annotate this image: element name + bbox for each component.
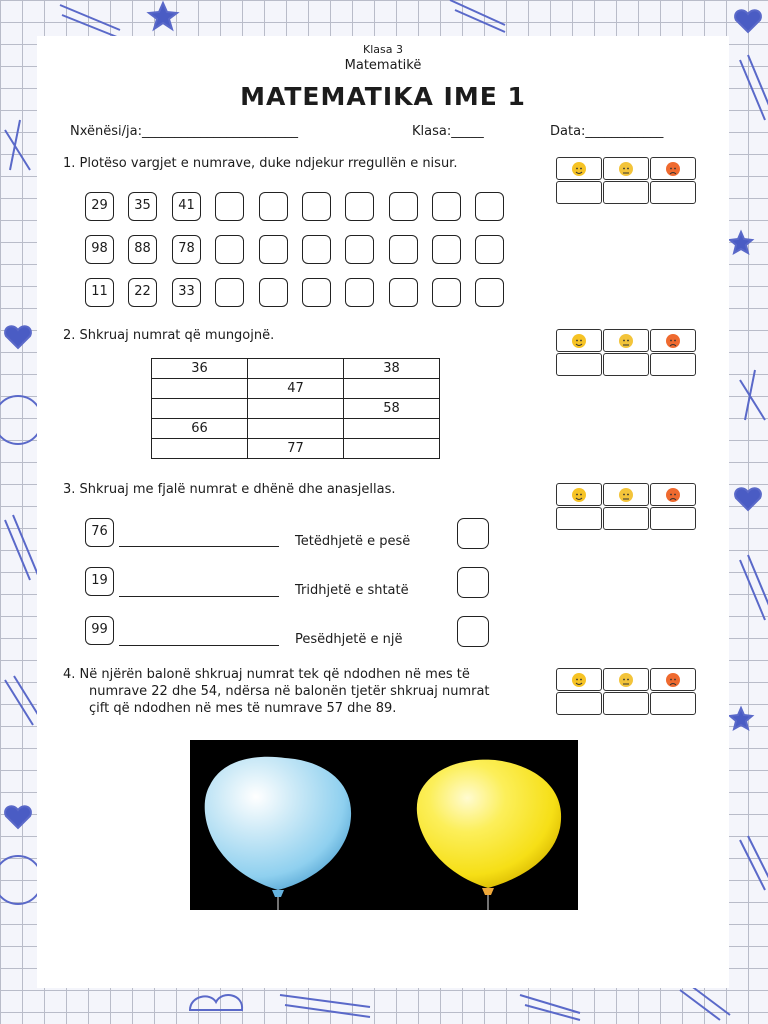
answer-number-box[interactable] xyxy=(259,192,288,221)
answer-number-box[interactable] xyxy=(432,192,461,221)
sad-face-icon xyxy=(666,334,680,348)
rating-face-cell[interactable] xyxy=(650,157,696,180)
table-cell-blank[interactable] xyxy=(152,399,248,419)
answer-number-box[interactable] xyxy=(259,278,288,307)
answer-number-box[interactable] xyxy=(432,278,461,307)
globe-icon xyxy=(0,396,42,444)
neutral-face-icon xyxy=(619,488,633,502)
given-number-box: 22 xyxy=(128,278,157,307)
scissors-icon xyxy=(740,370,765,420)
table-cell-given: 36 xyxy=(152,359,248,379)
rating-check-cell[interactable] xyxy=(603,181,649,204)
rating-face-cell[interactable] xyxy=(603,483,649,506)
given-number-box: 78 xyxy=(172,235,201,264)
book-icon xyxy=(280,995,370,1017)
number-box-99: 99 xyxy=(85,616,114,645)
rating-check-cell[interactable] xyxy=(603,507,649,530)
sad-face-icon xyxy=(666,488,680,502)
answer-number-box[interactable] xyxy=(215,278,244,307)
rating-face-cell[interactable] xyxy=(603,668,649,691)
answer-number-box[interactable] xyxy=(389,235,418,264)
table-row xyxy=(152,399,440,419)
answer-number-box[interactable] xyxy=(389,278,418,307)
given-number-box: 11 xyxy=(85,278,114,307)
given-number-box: 88 xyxy=(128,235,157,264)
answer-number-box[interactable] xyxy=(215,235,244,264)
heart-icon xyxy=(735,488,761,510)
answer-number-box[interactable] xyxy=(302,192,331,221)
rating-face-cell[interactable] xyxy=(650,668,696,691)
rating-face-cell[interactable] xyxy=(603,329,649,352)
rating-face-cell[interactable] xyxy=(650,483,696,506)
rating-face-cell[interactable] xyxy=(603,157,649,180)
given-number-box: 98 xyxy=(85,235,114,264)
ruler-icon xyxy=(740,55,768,120)
ruler-icon xyxy=(5,515,38,580)
grade-label: Klasa 3 xyxy=(363,43,403,56)
neutral-face-icon xyxy=(619,162,633,176)
student-name-field[interactable]: Nxënësi/ja:________________________ xyxy=(70,124,298,139)
rating-check-cell[interactable] xyxy=(603,353,649,376)
ruler-icon xyxy=(740,555,768,620)
page-title: MATEMATIKA IME 1 xyxy=(240,82,526,111)
neutral-face-icon xyxy=(619,673,633,687)
table-row xyxy=(152,419,440,439)
happy-face-icon xyxy=(572,162,586,176)
question-3-text: 3. Shkruaj me fjalë numrat e dhënë dhe anasjellas. xyxy=(63,482,396,497)
neutral-face-icon xyxy=(619,334,633,348)
cloud-icon xyxy=(190,995,242,1010)
heart-icon xyxy=(5,806,31,828)
answer-number-box[interactable] xyxy=(432,235,461,264)
worksheet xyxy=(37,36,729,988)
rating-check-cell[interactable] xyxy=(556,507,602,530)
rating-check-cell[interactable] xyxy=(556,692,602,715)
question-4-text: 4. Në njërën balonë shkruaj numrat tek që ndodhen në mes të xyxy=(63,667,470,682)
table-row xyxy=(152,439,440,459)
self-assessment-q2 xyxy=(556,329,696,376)
number-words: Tetëdhjetë e pesë xyxy=(295,534,411,549)
answer-number-box[interactable] xyxy=(389,192,418,221)
heart-icon xyxy=(5,326,31,348)
given-number-box: 41 xyxy=(172,192,201,221)
blue-balloon[interactable] xyxy=(205,757,351,910)
table-cell-given: 58 xyxy=(344,399,440,419)
rating-face-cell[interactable] xyxy=(556,157,602,180)
missing-numbers-table xyxy=(151,358,440,459)
star-icon xyxy=(730,708,752,729)
answer-number-box[interactable] xyxy=(215,192,244,221)
answer-number-box[interactable] xyxy=(345,278,374,307)
answer-number-box[interactable] xyxy=(345,235,374,264)
self-assessment-q1 xyxy=(556,157,696,204)
rating-face-cell[interactable] xyxy=(650,329,696,352)
happy-face-icon xyxy=(572,334,586,348)
answer-line[interactable] xyxy=(119,546,279,547)
answer-number-box[interactable] xyxy=(345,192,374,221)
answer-number-box[interactable] xyxy=(475,192,504,221)
happy-face-icon xyxy=(572,673,586,687)
answer-number-box[interactable] xyxy=(302,235,331,264)
ruler-icon xyxy=(740,836,768,890)
answer-box[interactable] xyxy=(457,567,489,598)
star-icon xyxy=(730,232,752,253)
rating-check-cell[interactable] xyxy=(556,353,602,376)
happy-face-icon xyxy=(572,488,586,502)
self-assessment-q4 xyxy=(556,668,696,715)
table-cell-blank[interactable] xyxy=(152,379,248,399)
table-cell-given: 66 xyxy=(152,419,248,439)
answer-number-box[interactable] xyxy=(302,278,331,307)
yellow-balloon[interactable] xyxy=(417,760,561,910)
answer-number-box[interactable] xyxy=(259,235,288,264)
subject-label: Matematikë xyxy=(344,58,422,73)
number-box-19: 19 xyxy=(85,567,114,596)
scissors-icon xyxy=(5,120,30,170)
globe-icon xyxy=(0,856,42,904)
given-number-box: 33 xyxy=(172,278,201,307)
pencil-icon xyxy=(450,0,505,32)
class-field[interactable]: Klasa:_____ xyxy=(412,124,484,139)
question-4-text-line-2: numrave 22 dhe 54, ndërsa në balonën tjetër shkruaj numrat xyxy=(89,684,490,699)
rating-face-cell[interactable] xyxy=(556,483,602,506)
answer-box[interactable] xyxy=(457,616,489,647)
rating-check-cell[interactable] xyxy=(650,353,696,376)
number-box-76: 76 xyxy=(85,518,114,547)
rating-check-cell[interactable] xyxy=(650,507,696,530)
question-4-text-line-3: çift që ndodhen në mes të numrave 57 dhe 89. xyxy=(89,701,397,716)
given-number-box: 29 xyxy=(85,192,114,221)
sad-face-icon xyxy=(666,162,680,176)
answer-line[interactable] xyxy=(119,596,279,597)
answer-number-box[interactable] xyxy=(475,235,504,264)
rating-check-cell[interactable] xyxy=(650,181,696,204)
self-assessment-q3 xyxy=(556,483,696,530)
table-row xyxy=(152,359,440,379)
rating-check-cell[interactable] xyxy=(650,692,696,715)
table-cell-blank[interactable] xyxy=(344,379,440,399)
book-icon xyxy=(680,985,730,1020)
question-1-text: 1. Plotëso vargjet e numrave, duke ndjekur rregullën e nisur. xyxy=(63,156,458,171)
table-row xyxy=(152,379,440,399)
table-cell-blank[interactable] xyxy=(152,439,248,459)
date-field[interactable]: Data:____________ xyxy=(550,124,664,139)
answer-line[interactable] xyxy=(119,645,279,646)
table-cell-blank[interactable] xyxy=(344,419,440,439)
table-cell-given: 47 xyxy=(248,379,344,399)
answer-box[interactable] xyxy=(457,518,489,549)
given-number-box: 35 xyxy=(128,192,157,221)
rating-check-cell[interactable] xyxy=(603,692,649,715)
table-cell-given: 77 xyxy=(248,439,344,459)
table-cell-given: 38 xyxy=(344,359,440,379)
rating-face-cell[interactable] xyxy=(556,668,602,691)
number-words: Tridhjetë e shtatë xyxy=(295,583,409,598)
table-cell-blank[interactable] xyxy=(248,359,344,379)
table-cell-blank[interactable] xyxy=(248,419,344,439)
rating-face-cell[interactable] xyxy=(556,329,602,352)
star-icon xyxy=(149,3,177,29)
pencil-icon xyxy=(60,5,120,37)
question-2-text: 2. Shkruaj numrat që mungojnë. xyxy=(63,328,275,343)
balloons-image xyxy=(190,740,578,910)
sad-face-icon xyxy=(666,673,680,687)
table-cell-blank[interactable] xyxy=(248,399,344,419)
heart-icon xyxy=(735,10,761,32)
answer-number-box[interactable] xyxy=(475,278,504,307)
table-cell-blank[interactable] xyxy=(344,439,440,459)
rating-check-cell[interactable] xyxy=(556,181,602,204)
pencil-icon xyxy=(520,995,580,1020)
number-words: Pesëdhjetë e një xyxy=(295,632,403,647)
